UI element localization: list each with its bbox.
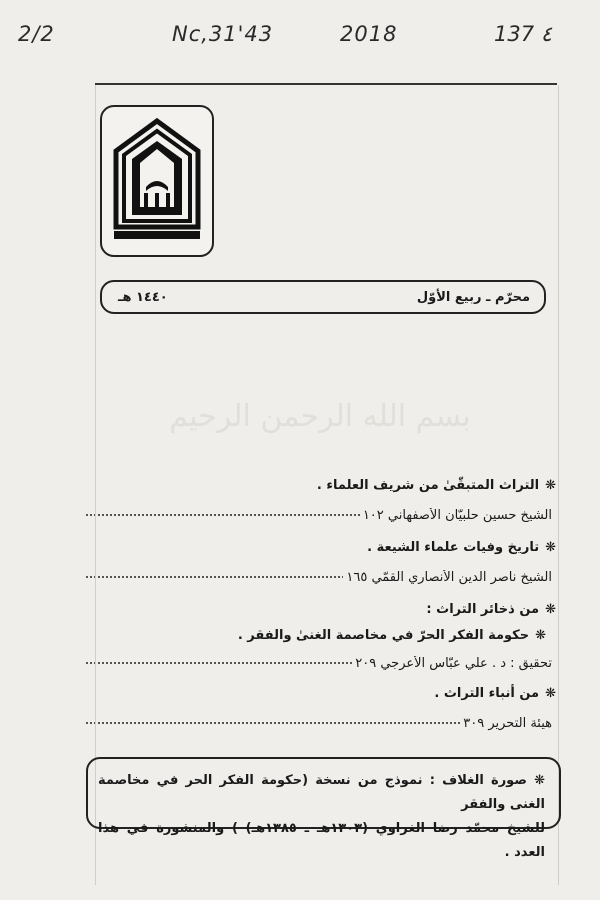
issue-date-bar [100, 280, 546, 314]
handwritten-year: 2018 [340, 22, 398, 46]
toc-entry: الشيخ ناصر الدين الأنصاري القمّي ١٦٥ [86, 570, 552, 590]
toc-section-title: ❋من أنباء التراث . [434, 686, 556, 701]
handwritten-number: 137 ٤ [494, 22, 553, 46]
toc-entry: هيئة التحرير ٣٠٩ [86, 716, 552, 736]
handwritten-page-count: 2/2 [18, 22, 55, 46]
cover-caption [86, 757, 561, 860]
cover-caption-line: للشيخ محمّد رضا الغراوي (١٣٠٣هـ ـ ١٣٨٥هـ) ) والمنشورة في هذا العدد . [98, 821, 546, 860]
issue-months: محرّم ـ ربيع الأوّل [416, 290, 530, 305]
toc-section-title: ❋من ذخائر التراث : [426, 602, 556, 617]
toc-section-title: ❋التراث المتبقّىٰ من شريف العلماء . [316, 478, 556, 493]
handwritten-code: Nc,31'43 [172, 22, 274, 46]
issue-year: ١٤٤٠ هـ [118, 290, 168, 305]
basmala-watermark: بسم الله الرحمن الرحيم [169, 399, 471, 434]
toc-subsection-title: ❋حكومة الفكر الحرّ في مخاصمة الغنىٰ والفقر . [237, 628, 546, 643]
toc-entry: الشيخ حسين حلبيّان الأصفهاني ١٠٢ [86, 508, 552, 528]
cover-caption-line: ❋ صورة الغلاف : نموذج من نسخة (حكومة الفكر الحر في مخاصمة الغنى والفقر [98, 773, 545, 812]
logo-frame [100, 105, 214, 257]
toc-section-title: ❋تاريخ وفيات علماء الشيعة . [367, 540, 556, 555]
toc-entry: تحقيق : د . علي عبّاس الأعرجي ٢٠٩ [86, 656, 552, 676]
logo-emblem [110, 117, 204, 245]
